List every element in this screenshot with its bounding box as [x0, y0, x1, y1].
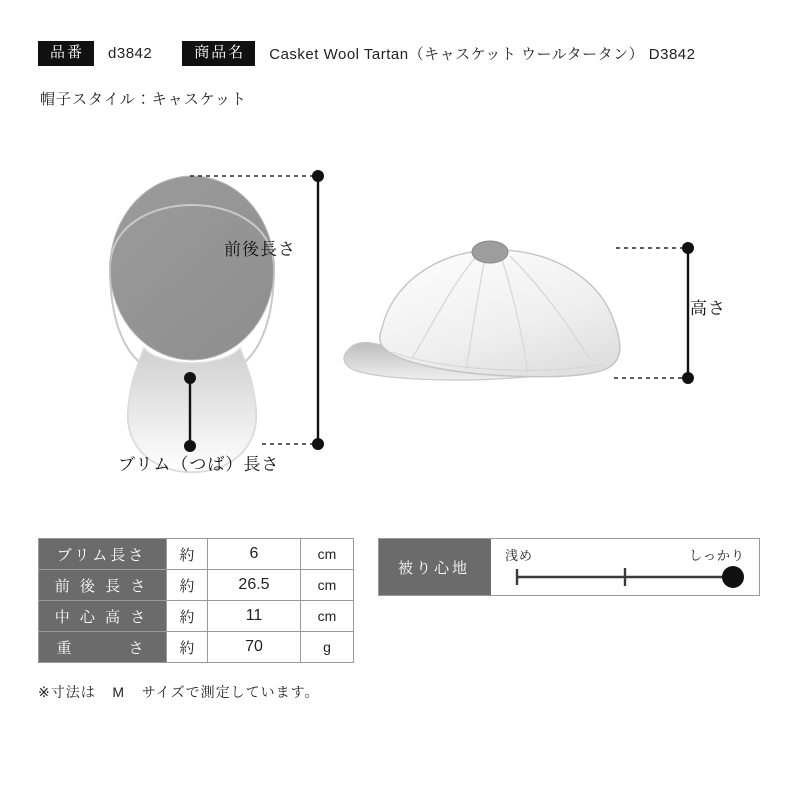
- product-name-value: Casket Wool Tartan（キャスケット ウールタータン） D3842: [269, 45, 696, 63]
- height-dimension: [614, 242, 694, 384]
- spec-value: 6: [208, 539, 301, 570]
- table-row: [39, 570, 354, 601]
- fit-gauge-body: [491, 539, 759, 595]
- spec-name: 重 さ: [39, 632, 167, 663]
- brim-length-label: ブリム（つば）長さ: [118, 455, 280, 474]
- table-row: [39, 601, 354, 632]
- product-code-label: 品番: [38, 41, 94, 66]
- measurement-note: [38, 682, 320, 702]
- hat-style-line: 帽子スタイル：キャスケット: [40, 91, 247, 108]
- header: [38, 40, 695, 66]
- note-prefix: ※寸法は: [38, 684, 96, 700]
- fit-gauge: [378, 538, 760, 596]
- spec-approx: 約: [167, 539, 208, 570]
- spec-unit: cm: [301, 601, 354, 632]
- note-size: M: [112, 684, 126, 700]
- table-row: [39, 539, 354, 570]
- product-name-group: [182, 41, 695, 66]
- product-code-value: d3842: [108, 44, 153, 62]
- spec-unit: g: [301, 632, 354, 663]
- spec-unit: cm: [301, 570, 354, 601]
- fit-gauge-scale: [491, 539, 759, 595]
- spec-approx: 約: [167, 601, 208, 632]
- spec-value: 26.5: [208, 570, 301, 601]
- hat-diagram: [0, 120, 800, 510]
- note-suffix: サイズで測定しています。: [141, 684, 320, 700]
- fit-left-label: 浅め: [505, 548, 534, 563]
- spec-value: 70: [208, 632, 301, 663]
- product-code-group: [38, 41, 152, 66]
- spec-name: 中 心 高 さ: [39, 601, 167, 632]
- spec-table: [38, 538, 354, 663]
- fit-right-label: しっかり: [688, 548, 745, 563]
- height-label: 高さ: [690, 299, 726, 318]
- spec-approx: 約: [167, 570, 208, 601]
- spec-unit: cm: [301, 539, 354, 570]
- spec-name: ブリム長さ: [39, 539, 167, 570]
- product-name-label: 商品名: [182, 41, 255, 66]
- table-row: [39, 632, 354, 663]
- fit-gauge-title: 被り心地: [379, 539, 491, 595]
- front-back-label: 前後長さ: [224, 240, 296, 259]
- spec-value: 11: [208, 601, 301, 632]
- spec-approx: 約: [167, 632, 208, 663]
- spec-name: 前 後 長 さ: [39, 570, 167, 601]
